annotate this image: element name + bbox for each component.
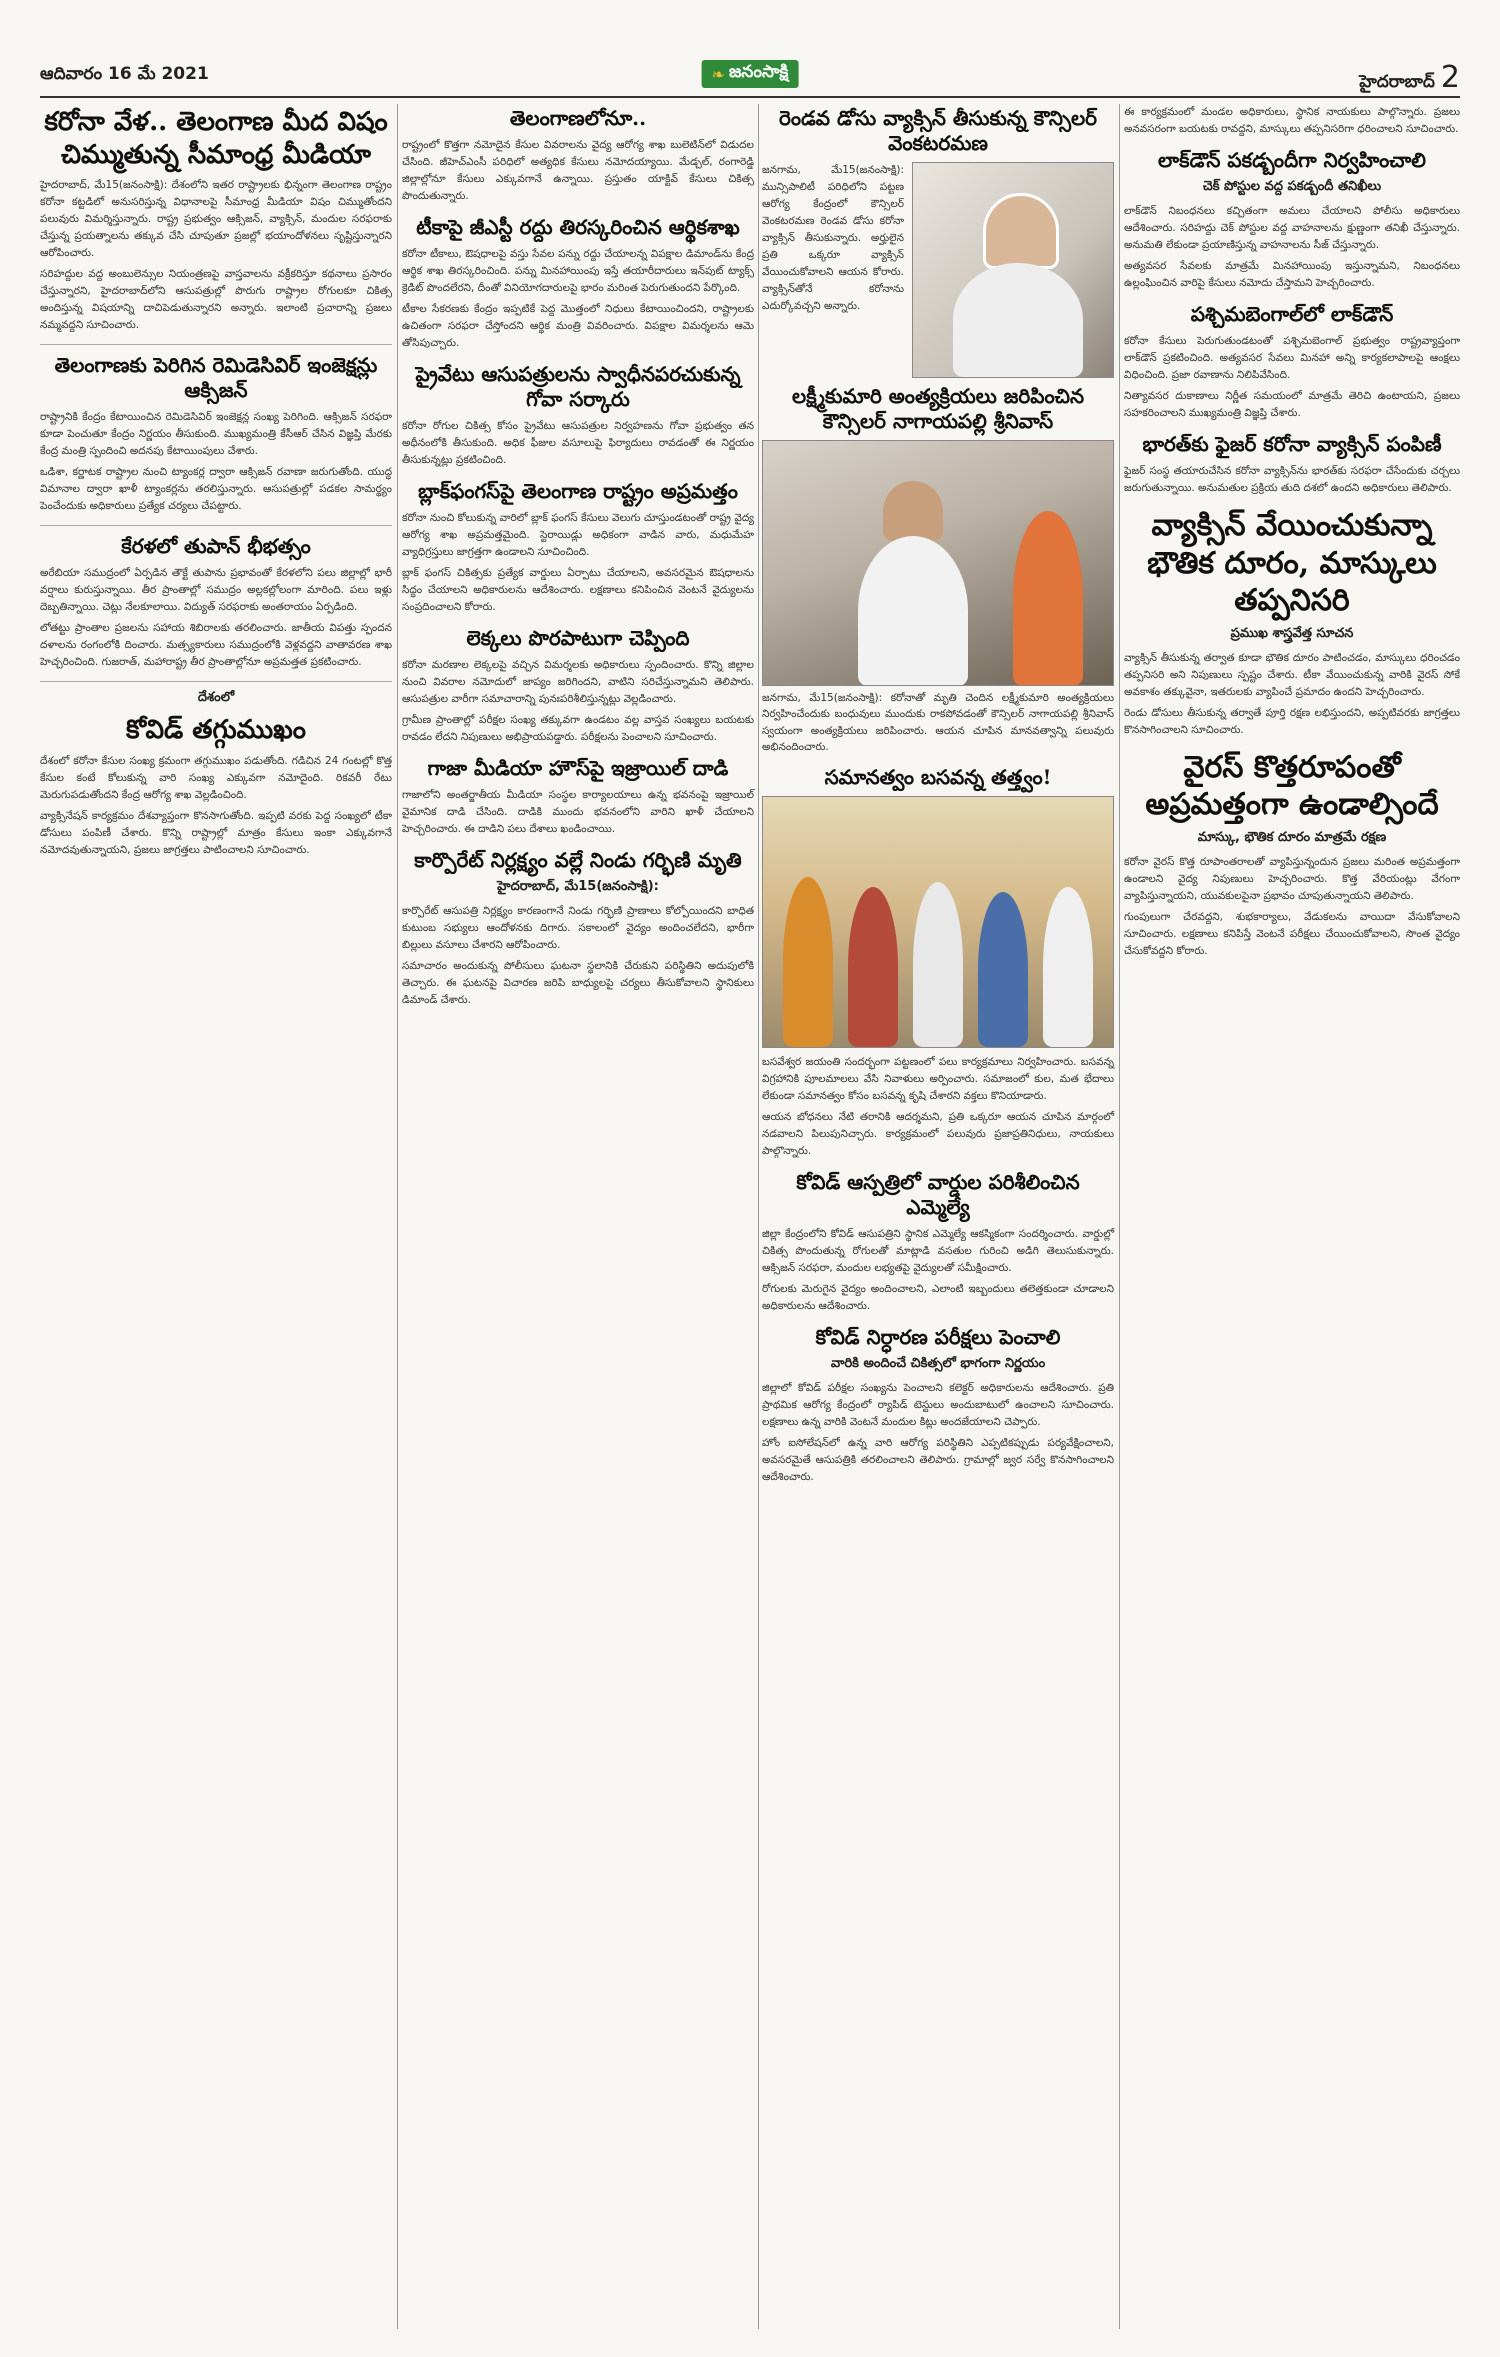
article-headline: వైరస్ కొత్తరూపంతో అప్రమత్తంగా ఉండాల్సిందే <box>1145 749 1439 822</box>
article-paragraph: సరిహద్దుల వద్ద అంబులెన్సుల నియంత్రణపై వాస్తవాలను వక్రీకరిస్తూ కథనాలు ప్రసారం చేస్తున్నారని, హైదరాబాద్‌లోని ఆసుపత్రుల్లో పొరుగు రాష్ట్రాల రోగులకూ చికిత్స అందిస్తున్న విషయాన్ని దాచిపెడుతున్నారని అన్నారు. ఇలాంటి ప్రచారాన్ని ప్రజలు నమ్మవద్దని సూచించారు. <box>40 268 392 331</box>
article-paragraph: బ్లాక్ ఫంగస్ చికిత్సకు ప్రత్యేక వార్డులు ఏర్పాటు చేయాలని, అవసరమైన ఔషధాలను సిద్ధం చేయాలని అధికారులను ఆదేశించారు. లక్షణాలు కనిపించిన వెంటనే వైద్యులను సంప్రదించాలని కోరారు. <box>402 567 754 613</box>
article <box>402 215 754 352</box>
article-paragraph: హైదరాబాద్, మే15(జనంసాక్షి): దేశంలోని ఇతర రాష్ట్రాలకు భిన్నంగా తెలంగాణ రాష్ట్రం కరోనా కట్టడిలో అనుసరిస్తున్న విధానాలపై సీమాంధ్ర మీడియా విషం చిమ్ముతోందని పలువురు విమర్శిస్తున్నారు. రాష్ట్ర ప్రభుత్వం ఆక్సిజన్, వ్యాక్సిన్, మందుల సరఫరాకు చేస్తున్న ప్రయత్నాలను తక్కువ చేసి చూపుతూ ప్రజల్లో భయాందోళనలు సృష్టిస్తున్నారని ఆరోపించారు. <box>40 179 392 259</box>
article-headline: తెలంగాణకు పెరిగిన రెమిడెసివిర్ ఇంజెక్షన్లు ఆక్సిజన్ <box>54 353 378 402</box>
article-paragraph: అరేబియా సముద్రంలో ఏర్పడిన తౌక్టే తుపాను ప్రభావంతో కేరళలోని పలు జిల్లాల్లో భారీ వర్షాలు కురుస్తున్నాయి. తీర ప్రాంతాల్లో సముద్రం అల్లకల్లోలంగా మారింది. పలు ఇళ్లు దెబ్బతిన్నాయి. చెట్లు నేలకూలాయి. విద్యుత్ సరఫరాకు అంతరాయం ఏర్పడింది. <box>40 567 392 613</box>
article-headline: గాజా మీడియా హౌస్‌పై ఇజ్రాయిల్ దాడి <box>427 756 729 780</box>
article-paragraph: వ్యాక్సిన్ తీసుకున్న తర్వాత కూడా భౌతిక దూరం పాటించడం, మాస్కులు ధరించడం తప్పనిసరి అని నిపుణులు స్పష్టం చేశారు. టీకా వేయించుకున్న వారికి వైరస్ సోకే అవకాశం తక్కువైనా, ఇతరులకు వ్యాపించే ప్రమాదం ఉందని హెచ్చరించారు. <box>1124 651 1460 698</box>
news-photo <box>762 440 1114 686</box>
article-paragraph: రాష్ట్రానికి కేంద్రం కేటాయించిన రెమిడెసివిర్ ఇంజెక్షన్ల సంఖ్య పెరిగింది. ఆక్సిజన్ సరఫరా కూడా పెంచుతూ కేంద్రం నిర్ణయం తీసుకుంది. ముఖ్యమంత్రి కేసీఆర్ చేసిన విజ్ఞప్తి మేరకు కేంద్ర మంత్రి స్పందించి అదనపు కేటాయింపులు చేశారు. <box>40 411 392 457</box>
article <box>1124 302 1460 422</box>
person-figure <box>983 193 1059 269</box>
article-paragraph: వ్యాక్సినేషన్ కార్యక్రమం దేశవ్యాప్తంగా కొనసాగుతోంది. ఇప్పటి వరకు పెద్ద సంఖ్యలో టీకా డోసులు పంపిణీ చేశారు. కొన్ని రాష్ట్రాల్లో మాత్రం కేసులు ఇంకా ఎక్కువగానే నమోదవుతున్నాయని, ప్రజలు జాగ్రత్తలు పాటించాలని సూచించారు. <box>40 809 392 856</box>
article <box>402 362 754 469</box>
person-figure <box>953 263 1083 377</box>
article-headline: లాక్‌డౌన్ పకడ్బందీగా నిర్వహించాలి <box>1158 148 1426 172</box>
photo-caption: జనగామ, మే15(జనంసాక్షి): కరోనాతో మృతి చెందిన లక్ష్మీకుమారి అంత్యక్రియలు నిర్వహించేందుకు బంధువులు ముందుకు రాకపోవడంతో కౌన్సిలర్ నాగాయపల్లి శ్రీనివాస్ స్వయంగా అంత్యక్రియలు జరిపించారు. ఆయన చూపిన మానవత్వాన్ని పలువురు అభినందించారు. <box>762 692 1114 753</box>
article-headline: వ్యాక్సిన్ వేయించుకున్నా భౌతిక దూరం, మాస్కులు తప్పనిసరి <box>1147 508 1437 618</box>
article <box>1124 104 1460 138</box>
issue-date: ఆదివారం 16 మే 2021 <box>40 64 209 84</box>
article-paragraph: రోగులకు మెరుగైన వైద్యం అందించాలని, ఎలాంటి ఇబ్బందులు తలెత్తకుండా చూడాలని అధికారులను ఆదేశించారు. <box>762 1283 1114 1313</box>
article-paragraph: నిత్యావసర దుకాణాలు నిర్ణీత సమయంలో మాత్రమే తెరిచి ఉంటాయని, ప్రజలు సహకరించాలని ముఖ్యమంత్రి విజ్ఞప్తి చేశారు. <box>1124 390 1460 419</box>
article <box>402 479 754 616</box>
article-paragraph: టీకాల సేకరణకు కేంద్రం ఇప్పటికే పెద్ద మొత్తంలో నిధులు కేటాయించిందని, రాష్ట్రాలకు ఉచితంగా సరఫరా చేస్తోందని ఆర్థిక మంత్రి వివరించారు. విపక్షాల విమర్శలను ఆమె తోసిపుచ్చారు. <box>402 303 754 349</box>
edition-info <box>1359 60 1460 96</box>
masthead <box>40 58 1460 98</box>
article-paragraph: ఒడిశా, కర్ణాటక రాష్ట్రాల నుంచి ట్యాంకర్ల ద్వారా ఆక్సిజన్ రవాణా జరుగుతోంది. యుద్ధ విమానాల ద్వారా ఖాళీ ట్యాంకర్లను తరలిస్తున్నారు. ఆసుపత్రుల్లో పడకల సామర్థ్యం పెంచేందుకు అధికారులు ప్రత్యేక చర్యలు చేపట్టారు. <box>40 466 392 512</box>
article-subheading: వారికి అందించే చికిత్సలో భాగంగా నిర్ణయం <box>830 1356 1046 1372</box>
article-paragraph: కరోనా మరణాల లెక్కలపై వచ్చిన విమర్శలకు అధికారులు స్పందించారు. కొన్ని జిల్లాల నుంచి వివరాల నమోదులో జాప్యం జరిగిందని, వాటిని సరిచేస్తున్నామని తెలిపారు. ఆసుపత్రుల వారీగా సమాచారాన్ని పునఃపరిశీలిస్తున్నట్లు వెల్లడించారు. <box>402 659 754 705</box>
news-photo <box>762 796 1114 1048</box>
article-paragraph: కరోనా వైరస్ కొత్త రూపాంతరాలతో వ్యాపిస్తున్నందున ప్రజలు మరింత అప్రమత్తంగా ఉండాలని వైద్య నిపుణులు హెచ్చరించారు. కొత్త వేరియంట్లు వేగంగా వ్యాపిస్తున్నాయని, యువకులపైనా ప్రభావం చూపుతున్నాయని తెలిపారు. <box>1124 855 1460 902</box>
news-photo <box>912 162 1114 378</box>
column-4 <box>1124 104 1460 970</box>
article-paragraph: కరోనా టీకాలు, ఔషధాలపై వస్తు సేవల పన్ను రద్దు చేయాలన్న విపక్షాల డిమాండ్‌ను కేంద్ర ఆర్థిక శాఖ తిరస్కరించింది. పన్ను మినహాయింపు ఇస్తే తయారీదారులు ఇన్‌పుట్ ట్యాక్స్ క్రెడిట్ పొందలేరని, దీంతో వినియోగదారులపై భారం మరింత పెరుగుతుందని పేర్కొంది. <box>402 248 754 294</box>
column-rule <box>1119 104 1120 2329</box>
article-paragraph: హోం ఐసోలేషన్‌లో ఉన్న వారి ఆరోగ్య పరిస్థితిని ఎప్పటికప్పుడు పర్యవేక్షించాలని, అవసరమైతే ఆసుపత్రికి తరలించాలని తెలిపారు. గ్రామాల్లో జ్వర సర్వే కొనసాగించాలని ఆదేశించారు. <box>762 1437 1114 1484</box>
article-paragraph: జిల్లాలో కోవిడ్ పరీక్షల సంఖ్యను పెంచాలని కలెక్టర్ అధికారులను ఆదేశించారు. ప్రతి ప్రాథమిక ఆరోగ్య కేంద్రంలో ర్యాపిడ్ టెస్టులు అందుబాటులో ఉంచాలని సూచించారు. లక్షణాలు ఉన్న వారికి వెంటనే మందుల కిట్లు అందజేయాలని చెప్పారు. <box>762 1382 1114 1429</box>
person-figure <box>913 882 963 1047</box>
column-rule <box>758 104 759 2329</box>
article <box>1124 749 1460 960</box>
article <box>762 1170 1114 1315</box>
article-paragraph: ఈ కార్యక్రమంలో మండల అధికారులు, స్థానిక నాయకులు పాల్గొన్నారు. ప్రజలు అనవసరంగా బయటకు రావద్దని, మాస్కులు తప్పనిసరిగా ధరించాలని సూచించారు. <box>1124 106 1460 135</box>
article-paragraph: బసవేశ్వర జయంతి సందర్భంగా పట్టణంలో పలు కార్యక్రమాలు నిర్వహించారు. బసవన్న విగ్రహానికి పూలమాలలు వేసి నివాళులు అర్పించారు. సమాజంలో కుల, మత భేదాలు లేకుండా సమానత్వం కోసం బసవన్న కృషి చేశారని వక్తలు కొనియాడారు. <box>762 1056 1114 1103</box>
article <box>40 534 392 671</box>
article-paragraph: అత్యవసర సేవలకు మాత్రమే మినహాయింపు ఇస్తున్నామని, నిబంధనలు ఉల్లంఘించిన వారిపై కేసులు నమోదు చేస్తామని హెచ్చరించారు. <box>1124 260 1460 289</box>
article-headline: కోవిడ్ నిర్ధారణ పరీక్షలు పెంచాలి <box>815 1325 1061 1350</box>
article <box>762 1325 1114 1486</box>
article-headline: కరోనా వేళ.. తెలంగాణ మీద విషం చిమ్ముతున్న సీమాంధ్ర మీడియా <box>44 107 388 170</box>
article-paragraph: ఫైజర్ సంస్థ తయారుచేసిన కరోనా వ్యాక్సిన్‌ను భారత్‌కు సరఫరా చేసేందుకు చర్చలు జరుగుతున్నాయి. అనుమతుల ప్రక్రియ తుది దశలో ఉందని అధికారులు తెలిపారు. <box>1124 465 1460 494</box>
article-headline: ప్రైవేటు ఆసుపత్రులను స్వాధీనపరచుకున్న గోవా సర్కారు <box>415 362 741 411</box>
article-subheading: మాస్కు, భౌతిక దూరం మాత్రమే రక్షణ <box>1197 829 1387 845</box>
section-label: దేశంలో <box>197 690 235 705</box>
article <box>762 765 1114 1160</box>
article-paragraph: రెండు డోసులు తీసుకున్న తర్వాతే పూర్తి రక్షణ లభిస్తుందని, అప్పటివరకు జాగ్రత్తలు కొనసాగించాలని సూచించారు. <box>1124 706 1460 736</box>
person-figure <box>883 481 943 541</box>
divider <box>40 525 392 526</box>
article-paragraph: జనగామ, మే15(జనంసాక్షి): మున్సిపాలిటీ పరిధిలోని పట్టణ ఆరోగ్య కేంద్రంలో కౌన్సిలర్ వెంకటరమణ రెండవ డోసు కరోనా వ్యాక్సిన్ తీసుకున్నారు. అర్హులైన ప్రతి ఒక్కరూ వ్యాక్సిన్ వేయించుకోవాలని ఆయన కోరారు. వ్యాక్సిన్‌తోనే కరోనాను ఎదుర్కోవచ్చని అన్నారు. <box>762 164 904 312</box>
column-3 <box>762 104 1114 1496</box>
article-headline: సమానత్వం బసవన్న తత్త్వం! <box>824 765 1052 790</box>
article-headline: లక్ష్మీకుమారి అంత్యక్రియలు జరిపించిన కౌన్సిలర్ నాగాయపల్లి శ్రీనివాస్ <box>792 384 1084 433</box>
article-headline: తెలంగాణలోనూ.. <box>509 106 647 130</box>
edition-city: హైదరాబాద్ <box>1359 72 1435 92</box>
person-figure <box>1013 511 1083 686</box>
article-paragraph: ఆయన బోధనలు నేటి తరానికి ఆదర్శమని, ప్రతి ఒక్కరూ ఆయన చూపిన మార్గంలో నడవాలని పిలుపునిచ్చారు. కార్యక్రమంలో పలువురు ప్రజాప్రతినిధులు, నాయకులు పాల్గొన్నారు. <box>762 1111 1114 1158</box>
article-paragraph: కరోనా రోగుల చికిత్స కోసం ప్రైవేటు ఆసుపత్రుల నిర్వహణను గోవా ప్రభుత్వం తన అధీనంలోకి తీసుకుంది. అధిక ఫీజుల వసూలుపై ఫిర్యాదులు రావడంతో ఈ నిర్ణయం తీసుకున్నట్లు ప్రకటించింది. <box>402 420 754 466</box>
article <box>40 106 392 334</box>
article-paragraph: గ్రామీణ ప్రాంతాల్లో పరీక్షల సంఖ్య తక్కువగా ఉండటం వల్ల వాస్తవ సంఖ్యలు బయటకు రావడం లేదని నిపుణులు అభిప్రాయపడ్డారు. పరీక్షలను పెంచాలని సూచించారు. <box>402 714 754 743</box>
person-figure <box>1043 887 1093 1047</box>
article <box>762 106 1114 315</box>
person-figure <box>848 887 898 1047</box>
article-paragraph: సమాచారం అందుకున్న పోలీసులు ఘటనా స్థలానికి చేరుకుని పరిస్థితిని అదుపులోకి తెచ్చారు. ఈ ఘటనపై విచారణ జరిపి బాధ్యులపై చర్యలు తీసుకోవాలని స్థానికులు డిమాండ్ చేశారు. <box>402 960 754 1006</box>
article-headline: కోవిడ్ ఆస్పత్రిలో వార్డుల పరిశీలించిన ఎమ్మెల్యే <box>796 1170 1080 1220</box>
divider <box>40 681 392 682</box>
article-headline: భారత్‌కు ఫైజర్ కరోనా వ్యాక్సిన్ పంపిణీ <box>1142 432 1442 456</box>
article-subheading: ప్రముఖ శాస్త్రవేత్త సూచన <box>1230 625 1354 641</box>
column-2 <box>402 104 754 1019</box>
article <box>40 353 392 515</box>
column-1 <box>40 104 392 869</box>
article-headline: టీకాపై జీఎస్టీ రద్దు తిరస్కరించిన ఆర్థికశాఖ <box>416 215 740 239</box>
article-paragraph: లోతట్టు ప్రాంతాల ప్రజలను సహాయ శిబిరాలకు తరలించారు. జాతీయ విపత్తు స్పందన దళాలను రంగంలోకి దించారు. మత్స్యకారులు సముద్రంలోకి వెళ్లవద్దని వాతావరణ శాఖ హెచ్చరించింది. గుజరాత్, మహారాష్ట్ర తీర ప్రాంతాల్లోనూ అప్రమత్తత ప్రకటించారు. <box>40 622 392 668</box>
article-paragraph: కరోనా కేసులు పెరుగుతుండటంతో పశ్చిమబెంగాల్ ప్రభుత్వం రాష్ట్రవ్యాప్తంగా లాక్‌డౌన్ ప్రకటించింది. అత్యవసర సేవలు మినహా అన్ని కార్యకలాపాలపై ఆంక్షలు విధించింది. ప్రజా రవాణాను నిలిపివేసింది. <box>1124 335 1460 381</box>
article <box>402 756 754 838</box>
article <box>402 626 754 746</box>
article <box>762 384 1114 755</box>
newspaper-logo <box>702 60 799 88</box>
article-paragraph: కార్పొరేట్ ఆసుపత్రి నిర్లక్ష్యం కారణంగానే నిండు గర్భిణి ప్రాణాలు కోల్పోయిందని బాధిత కుటుంబ సభ్యులు ఆందోళనకు దిగారు. సకాలంలో వైద్యం అందించలేదని, భారీగా బిల్లులు వసూలు చేశారని ఆరోపించారు. <box>402 905 754 951</box>
article-subheading: చెక్ పోస్టుల వద్ద పకడ్బందీ తనిఖీలు <box>1202 179 1382 194</box>
article-paragraph: జిల్లా కేంద్రంలోని కోవిడ్ ఆసుపత్రిని స్థానిక ఎమ్మెల్యే ఆకస్మికంగా సందర్శించారు. వార్డుల్లో చికిత్స పొందుతున్న రోగులతో మాట్లాడి వసతుల గురించి అడిగి తెలుసుకున్నారు. ఆక్సిజన్ సరఫరా, మందుల లభ్యతపై వైద్యులతో సమీక్షించారు. <box>762 1228 1114 1275</box>
article <box>1124 507 1460 739</box>
article <box>402 848 754 1009</box>
article-paragraph: రాష్ట్రంలో కొత్తగా నమోదైన కేసుల వివరాలను వైద్య ఆరోగ్య శాఖ బులెటిన్‌లో విడుదల చేసింది. జీహెచ్‌ఎంసీ పరిధిలో అత్యధిక కేసులు నమోదయ్యాయి. మేడ్చల్, రంగారెడ్డి జిల్లాల్లోనూ కేసులు ఎక్కువగానే ఉన్నాయి. ప్రస్తుతం యాక్టివ్ కేసులు చికిత్స పొందుతున్నారు. <box>402 139 754 202</box>
dateline: హైదరాబాద్, మే15(జనంసాక్షి): <box>497 879 659 894</box>
divider <box>40 344 392 345</box>
leaf-icon: ❧ <box>711 64 726 84</box>
person-figure <box>783 877 833 1047</box>
article-headline: కార్పొరేట్ నిర్లక్ష్యం వల్లే నిండు గర్భిణి మృతి <box>414 848 742 872</box>
article-paragraph: గాజాలోని అంతర్జాతీయ మీడియా సంస్థల కార్యాలయాలు ఉన్న భవనంపై ఇజ్రాయిల్ వైమానిక దాడి చేసింది. దాడికి ముందు భవనంలోని వారిని ఖాళీ చేయాలని హెచ్చరించారు. ఈ దాడిని పలు దేశాలు ఖండించాయి. <box>402 789 754 835</box>
article <box>1124 432 1460 497</box>
person-figure <box>858 536 968 686</box>
article <box>40 690 392 859</box>
article-headline: పశ్చిమబెంగాల్‌లో లాక్‌డౌన్ <box>1190 302 1394 326</box>
logo-text: జనంసాక్షి <box>729 62 789 82</box>
article-headline: కేరళలో తుపాన్ భీభత్సం <box>121 534 311 558</box>
article-headline: లెక్కలు పొరపాటుగా చెప్పింది <box>466 626 690 650</box>
person-figure <box>978 892 1028 1047</box>
article-paragraph: గుంపులుగా చేరవద్దని, శుభకార్యాలు, వేడుకలను వాయిదా వేసుకోవాలని సూచించారు. లక్షణాలు కనిపిస్తే వెంటనే పరీక్షలు చేయించుకోవాలని, సొంత వైద్యం చేసుకోవద్దని కోరారు. <box>1124 910 1460 957</box>
article-headline: కోవిడ్ తగ్గుముఖం <box>126 715 306 745</box>
article <box>402 106 754 205</box>
page-number: 2 <box>1440 60 1460 95</box>
article-paragraph: లాక్‌డౌన్ నిబంధనలు కచ్చితంగా అమలు చేయాలని పోలీసు అధికారులు ఆదేశించారు. సరిహద్దు చెక్ పోస్టుల వద్ద వాహనాలను క్షుణ్ణంగా తనిఖీ చేస్తున్నారు. అనుమతి లేకుండా ప్రయాణిస్తున్న వాహనాలను సీజ్ చేస్తున్నారు. <box>1124 205 1460 251</box>
column-rule <box>397 104 398 2329</box>
article-paragraph: దేశంలో కరోనా కేసుల సంఖ్య క్రమంగా తగ్గుముఖం పడుతోంది. గడిచిన 24 గంటల్లో కొత్త కేసుల కంటే కోలుకున్న వారి సంఖ్య ఎక్కువగా నమోదైంది. రికవరీ రేటు మెరుగుపడుతోందని కేంద్ర ఆరోగ్య శాఖ వెల్లడించింది. <box>40 754 392 801</box>
article <box>1124 148 1460 292</box>
article-paragraph: కరోనా నుంచి కోలుకున్న వారిలో బ్లాక్ ఫంగస్ కేసులు వెలుగు చూస్తుండటంతో రాష్ట్ర వైద్య ఆరోగ్య శాఖ అప్రమత్తమైంది. స్టెరాయిడ్లు అధికంగా వాడిన వారు, మధుమేహ వ్యాధిగ్రస్తులు జాగ్రత్తగా ఉండాలని సూచించింది. <box>402 512 754 558</box>
article-headline: రెండవ డోసు వ్యాక్సిన్ తీసుకున్న కౌన్సిలర్ వెంకటరమణ <box>778 106 1098 155</box>
article-headline: బ్లాక్‌ఫంగస్‌పై తెలంగాణ రాష్ట్రం అప్రమత్తం <box>418 479 738 503</box>
